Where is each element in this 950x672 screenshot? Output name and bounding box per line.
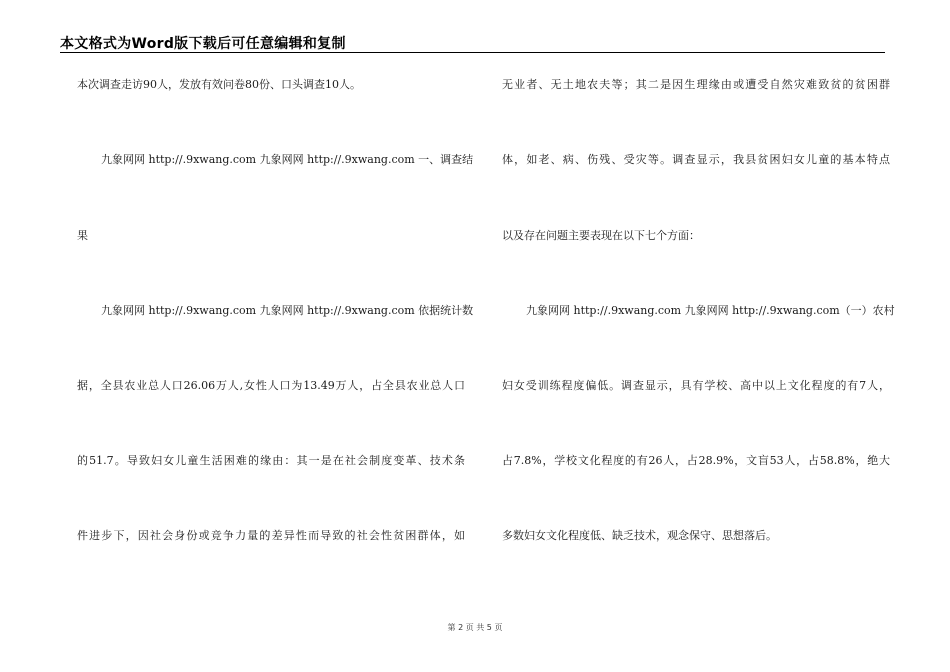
- text-line: 体，如老、病、伤残、受灾等。调查显示，我县贫困妇女儿童的基本特点: [502, 153, 890, 166]
- text-line: 以及存在问题主要表现在以下七个方面：: [502, 229, 700, 242]
- text-line: 件进步下，因社会身份或竞争力量的差异性而导致的社会性贫困群体，如: [77, 529, 465, 542]
- text-line: 占7.8%，学校文化程度的有26人，占28.9%，文盲53人，占58.8%，绝大: [502, 454, 890, 467]
- text-line: 无业者、无土地农夫等；其二是因生理缘由或遭受自然灾难致贫的贫困群: [502, 78, 890, 91]
- text-line: 据，全县农业总人口26.06万人,女性人口为13.49万人，占全县农业总人口: [77, 379, 465, 392]
- text-line: 果: [77, 229, 88, 242]
- document-header-title: 本文格式为Word版下载后可任意编辑和复制: [60, 36, 346, 52]
- text-line: 多数妇女文化程度低、缺乏技术，观念保守、思想落后。: [502, 529, 777, 542]
- header-divider: [60, 52, 885, 53]
- text-line: 的51.7。导致妇女儿童生活困难的缘由：其一是在社会制度变革、技术条: [77, 454, 465, 467]
- page-number: 第 2 页 共 5 页: [447, 623, 503, 632]
- text-line: 九象网网 http://.9xwang.com 九象网网 http://.9xwang.com 依据统计数: [101, 304, 474, 317]
- text-line: 九象网网 http://.9xwang.com 九象网网 http://.9xwang.com（一）农村: [526, 304, 895, 317]
- text-line: 九象网网 http://.9xwang.com 九象网网 http://.9xwang.com 一、调查结: [101, 153, 474, 166]
- text-line: 妇女受训练程度偏低。调查显示，具有学校、高中以上文化程度的有7人，: [502, 379, 890, 392]
- text-line: 本次调查走访90人，发放有效问卷80份、口头调查10人。: [77, 78, 361, 91]
